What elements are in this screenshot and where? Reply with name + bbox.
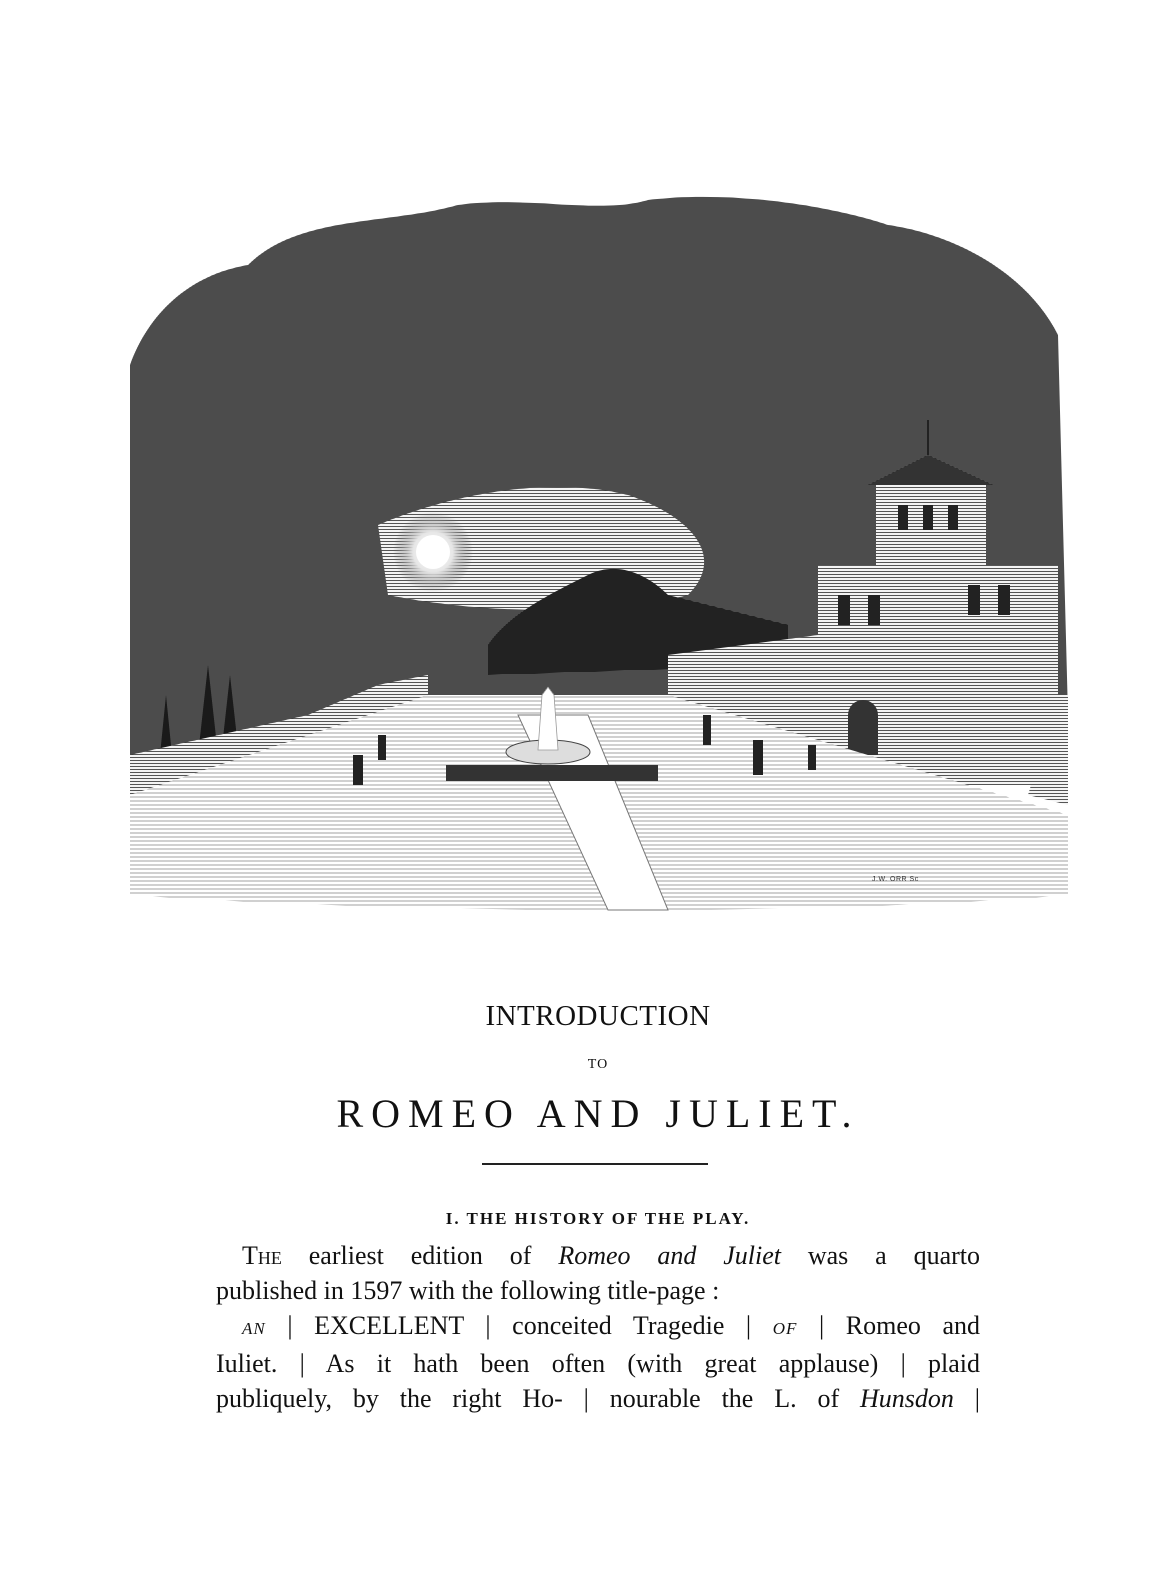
small-caps-an: AN — [242, 1319, 266, 1338]
play-title-italic: Romeo and Juliet — [558, 1241, 781, 1270]
engraver-credit: J.W. ORR Sc — [872, 876, 919, 883]
text-span: was a quarto — [781, 1241, 981, 1270]
drop-word: The — [242, 1241, 282, 1270]
body-text — [216, 1238, 980, 1416]
paragraph-2-line-3 — [216, 1381, 980, 1416]
heading-introduction: INTRODUCTION — [485, 1000, 711, 1032]
paragraph-1-line-1 — [216, 1238, 980, 1273]
text-span: earliest edition of — [281, 1241, 559, 1270]
paragraph-2-line-2: Iuliet. | As it hath been often (with great applause) | plaid — [216, 1349, 980, 1378]
text-span: | Romeo and — [797, 1311, 980, 1340]
page-title: ROMEO AND JULIET. — [336, 1091, 860, 1136]
title-rule — [482, 1163, 708, 1165]
engraved-illustration — [128, 195, 1070, 915]
text-span: publiquely, by the right Ho- | nourable the L. of — [216, 1384, 861, 1413]
moon-icon — [416, 535, 450, 569]
section-heading: I. THE HISTORY OF THE PLAY. — [445, 1209, 751, 1228]
terrace-moonlight-engraving — [128, 195, 1070, 915]
hunsdon-italic: Hunsdon — [860, 1384, 954, 1413]
text-span: | — [953, 1384, 980, 1413]
heading-to: TO — [587, 1057, 609, 1072]
text-span: | EXCELLENT | conceited Tragedie | — [265, 1311, 773, 1340]
paragraph-2-line-1 — [216, 1308, 980, 1346]
small-caps-of: OF — [772, 1319, 798, 1338]
paragraph-1-line-2: published in 1597 with the following title-page : — [216, 1276, 720, 1305]
